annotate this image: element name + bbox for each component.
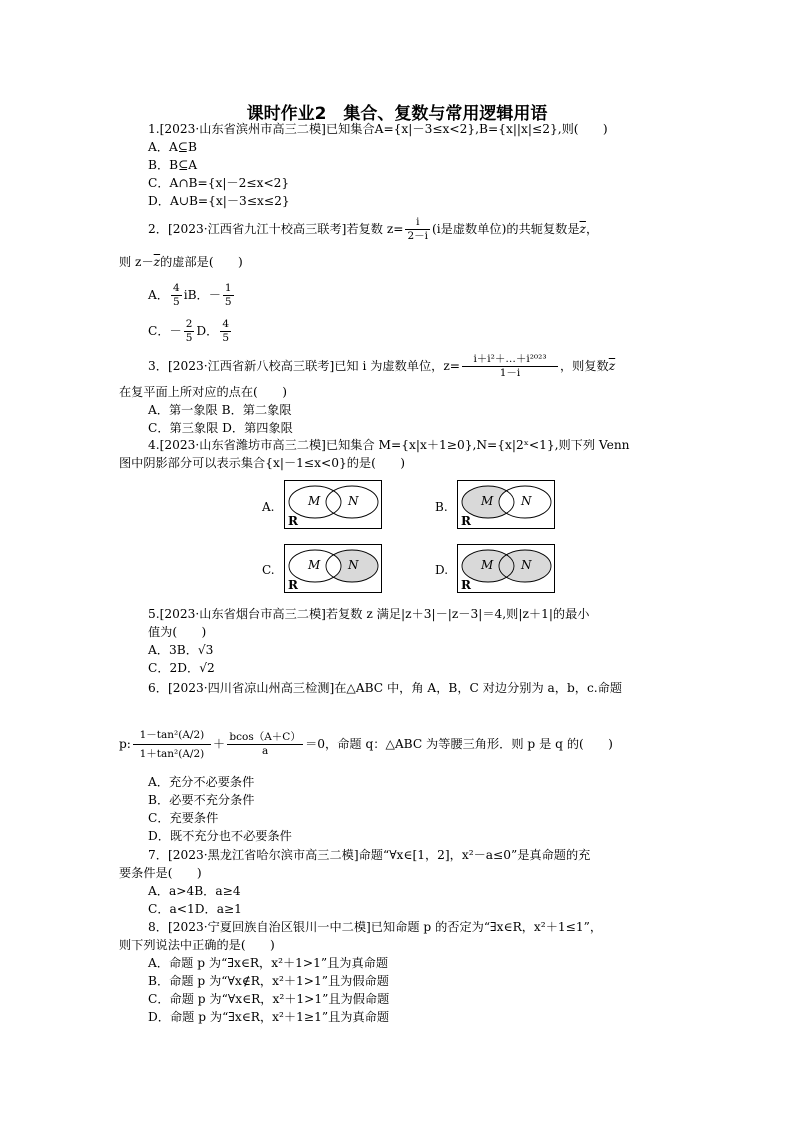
q8-line2: 则下列说法中正确的是( )	[119, 938, 275, 952]
q2-line2: 则 $z-\overline{z}$的虚部是( )	[119, 255, 243, 269]
q8-stem: 8．[2023·宁夏回族自治区银川一中二模]已知命题 p 的否定为“∃x∈R，x²＋1≤1”，	[148, 920, 603, 934]
q6-stem: 6．[2023·四川省凉山州高三检测]在△ABC 中，角 A，B，C 对边分别为 a，b，c.命题	[148, 681, 623, 695]
q5-stem: 5.[2023·山东省烟台市高三二模]若复数 z 满足|z＋3|－|z－3|＝4,则|z＋1|的最小	[148, 607, 590, 621]
q8-option-d: D．命题 p 为“∃x∈R，x²＋1≥1”且为真命题	[148, 1010, 390, 1024]
q3-line2: 在复平面上所对应的点在( )	[119, 385, 287, 399]
q3-fraction: $\frac{\text{i＋i²＋…＋i²⁰²³}}{1-i}$	[462, 353, 558, 380]
q7-line2: 要条件是( )	[119, 866, 202, 880]
q5-options-cd: C．2D．√2	[148, 661, 215, 675]
q7-options-ab: A．a>4B．a≥4	[148, 884, 241, 898]
q6-option-b: B．必要不充分条件	[148, 793, 255, 807]
q1-stem: 1.[2023·山东省滨州市高三二模]已知集合A={x|－3≤x<2},B={x||x|≤2},则( )	[148, 122, 608, 136]
q6-option-d: D．既不充分也不必要条件	[148, 829, 292, 843]
q4-stem: 4.[2023·山东省潍坊市高三二模]已知集合 M={x|x＋1≥0},N={x|2ˣ<1},则下列 Venn	[148, 438, 630, 452]
q7-options-cd: C．a<1D．a≥1	[148, 902, 242, 916]
q8-option-b: B．命题 p 为“∀x∉R，x²＋1>1”且为假命题	[148, 974, 389, 988]
q1-option-c: C．A∩B={x|－2≤x<2}	[148, 176, 290, 190]
q6-option-c: C．充要条件	[148, 811, 219, 825]
q4-line2: 图中阴影部分可以表示集合{x|－1≤x<0}的是( )	[119, 456, 405, 470]
venn-diagram-a: M N R	[284, 480, 384, 533]
q2-fraction: $\frac{i}{2-i}$	[407, 216, 429, 242]
q8-option-c: C．命题 p 为“∀x∈R，x²＋1>1”且为假命题	[148, 992, 390, 1006]
q5-line2: 值为( )	[148, 625, 207, 639]
q3-options-cd: C．第三象限 D．第四象限	[148, 421, 293, 435]
q3-options-ab: A．第一象限 B．第二象限	[148, 403, 292, 417]
venn-a-label: A.	[262, 500, 275, 514]
q1-option-a: A．A⊆B	[148, 140, 197, 154]
q1-option-d: D．A∪B={x|－3≤x≤2}	[148, 194, 290, 208]
q6-option-a: A．充分不必要条件	[148, 775, 255, 789]
venn-diagram-d: M N R	[457, 544, 557, 597]
page-title: 课时作业2 集合、复数与常用逻辑用语	[246, 104, 548, 124]
q6-fraction-1: $\frac{\text{1－tan²(A/2)}}{\text{1＋tan²(A/2)}}$	[133, 726, 211, 763]
q7-stem: 7．[2023·黑龙江省哈尔滨市高三二模]命题“∀x∈[1，2]，x²－a≤0”是真命题的充	[148, 848, 591, 862]
venn-diagram-b: M N R	[457, 480, 557, 533]
q8-option-a: A．命题 p 为“∃x∈R，x²＋1>1”且为真命题	[148, 956, 389, 970]
q2-options-ab: A． $\frac{4}{5}$ iB．－ $\frac{1}{5}$	[148, 282, 232, 308]
q2-stem: 2．[2023·江西省九江十校高三联考]若复数 z= $\frac{i}{2-i}$ (i是虚数单位)的共轭复数是$\overline{z}$，	[148, 216, 599, 242]
q6-condition: p: $\frac{\text{1－tan²(A/2)}}{\text{1＋tan²(A/2)}}$ ＋ $\frac{bcos(A+C)}{a}$ ＝0，命题 q：△ABC 为等腰三角形．则 p 是 q 的( )	[119, 724, 613, 764]
q5-options-ab: A．3B．√3	[148, 643, 214, 657]
q3-stem: 3．[2023·江西省新八校高三联考]已知 i 为虚数单位，z= $\frac{\text{i＋i²＋…＋i²⁰²³}}{1-i}$ ，则复数$\overline{z}$	[148, 353, 616, 379]
venn-c-label: C.	[262, 563, 275, 577]
venn-b-label: B.	[435, 500, 448, 514]
venn-d-label: D.	[435, 563, 449, 577]
q2-options-cd: C．－ $\frac{2}{5}$ D． $\frac{4}{5}$	[148, 318, 230, 344]
q1-option-b: B．B⊆A	[148, 158, 198, 172]
venn-diagram-c: M N R	[284, 544, 384, 597]
q6-fraction-2: $\frac{bcos(A+C)}{a}$	[227, 731, 303, 758]
